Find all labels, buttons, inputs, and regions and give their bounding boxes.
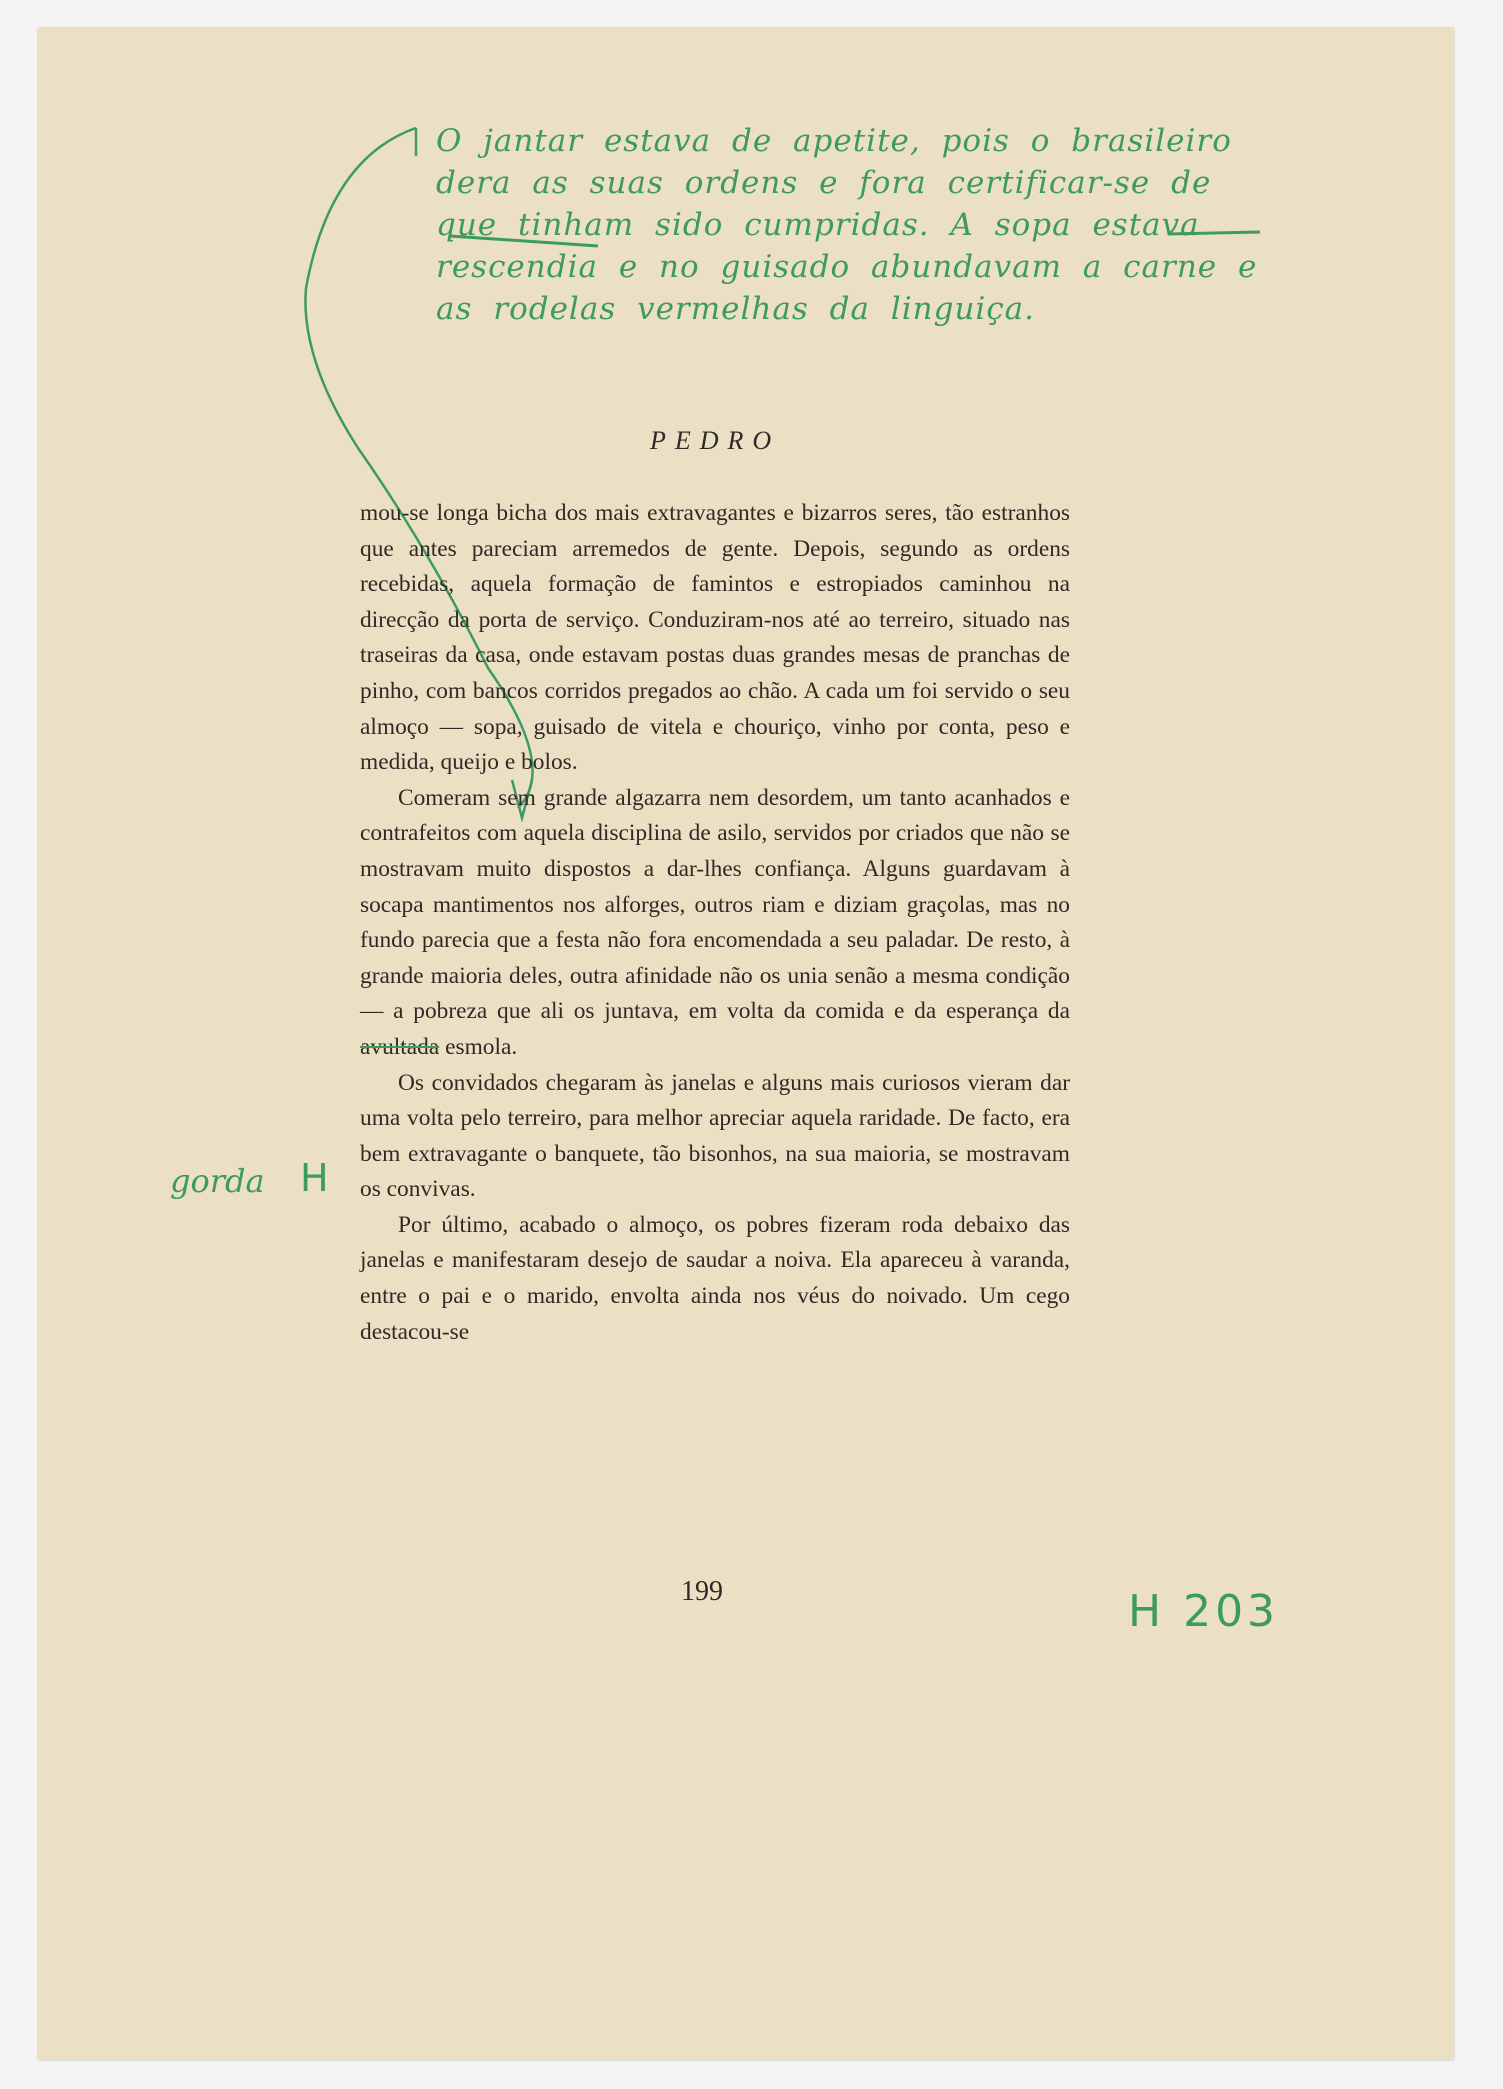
paragraph [360, 781, 1070, 1066]
archive-number: H 203 [1128, 1586, 1280, 1637]
insert-line: dera as suas ordens e fora certificar-se de [436, 165, 1212, 201]
paragraph-text: Comeram sem grande algazarra nem desordem, um tanto acanhados e contrafeitos com aquela disciplina de asilo, servidos por criados que não se mostravam muito dispostos a dar-lhes confiança. Alguns guardavam à socapa mantimentos nos alforges, outros riam e diziam graçolas, mas no fundo parecia que a festa não fora encomendada a seu paladar. De resto, à grande maioria deles, outra afinidade não os unia senão a mesma condição — a pobreza que ali os juntava, em volta da comida e da esperança da [360, 784, 1070, 1025]
insert-line: rescendia e no guisado abundavam a carne e [436, 249, 1258, 285]
paragraph: Os convidados chegaram às janelas e alguns mais curiosos vieram dar uma volta pelo terreiro, para melhor apreciar aquela raridade. De facto, era bem extravagante o banquete, tão bisonhos, na sua maioria, se mostravam os convivas. [360, 1069, 1070, 1203]
insert-line: O jantar estava de apetite, pois o brasileiro [436, 123, 1232, 159]
insert-line: as rodelas vermelhas da linguiça. [436, 291, 1036, 327]
manuscript-page [38, 28, 1454, 2060]
margin-mark: H [300, 1156, 329, 1200]
insert-line: que tinham sido cumpridas. A sopa estava [436, 207, 1200, 243]
handwritten-insert [436, 120, 1257, 330]
struck-word: avultada [360, 1033, 440, 1060]
margin-note: gorda [170, 1162, 265, 1200]
running-head: PEDRO [650, 426, 781, 455]
paragraph: Por último, acabado o almoço, os pobres fizeram roda debaixo das janelas e manifestaram desejo de saudar a noiva. Ela apareceu à varanda, entre o pai e o marido, envolta ainda nos véus do noivado. Um cego destacou-se [360, 1211, 1070, 1345]
paragraph-end: esmola. [445, 1033, 518, 1060]
paragraph: mou-se longa bicha dos mais extravagantes e bizarros seres, tão estranhos que antes pareciam arremedos de gente. Depois, segundo as ordens recebidas, aquela formação de famintos e estropiados caminhou na direcção da porta de serviço. Conduziram-nos até ao terreiro, situado nas traseiras da casa, onde estavam postas duas grandes mesas de pranchas de pinho, com bancos corridos pregados ao chão. A cada um foi servido o seu almoço — sopa, guisado de vitela e chouriço, vinho por conta, peso e medida, queijo e bolos. [360, 500, 1070, 776]
body-text [360, 496, 1070, 1350]
page-number: 199 [681, 1576, 723, 1607]
